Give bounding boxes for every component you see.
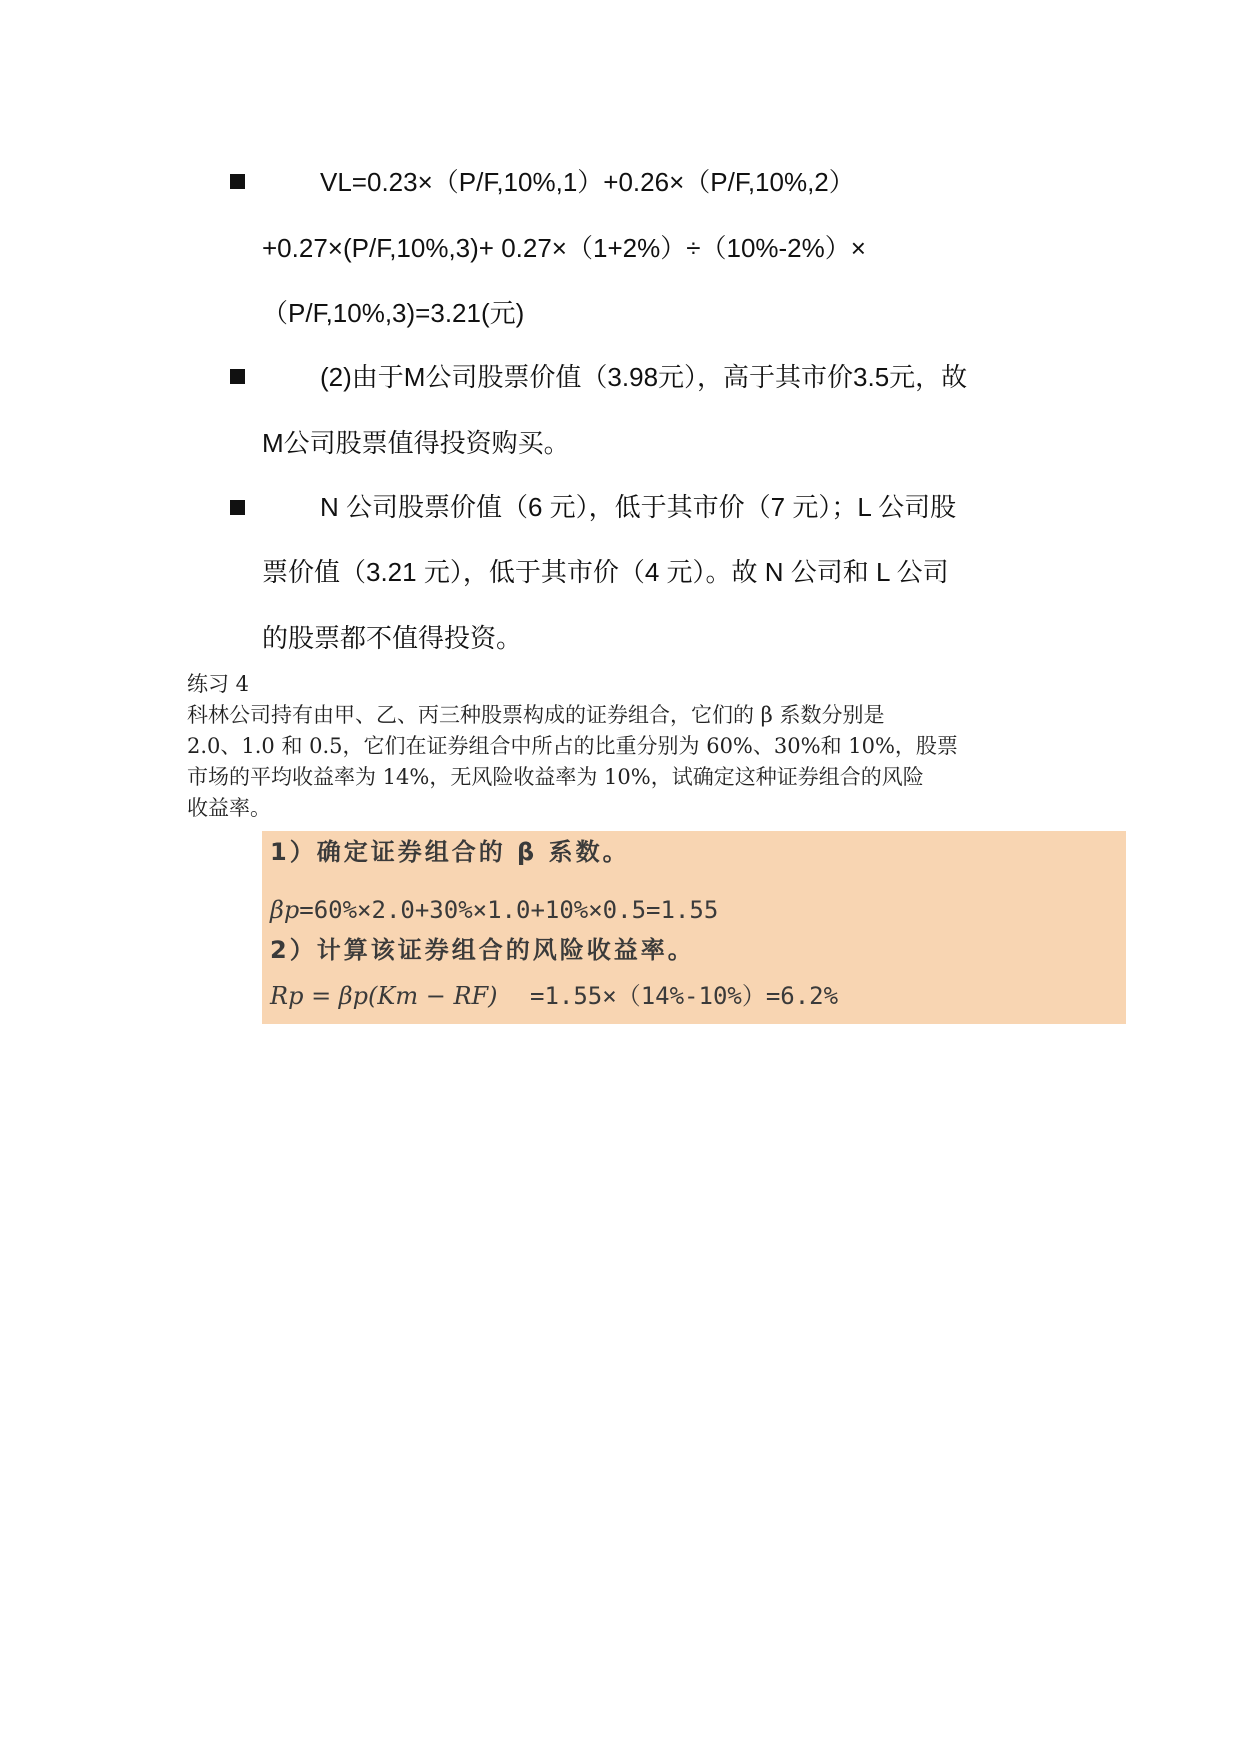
square-bullet-icon <box>230 369 245 384</box>
bullet-line: M公司股票值得投资购买。 <box>262 428 570 458</box>
bullet-line: +0.27×(P/F,10%,3)+ 0.27×（1+2%）÷（10%-2%）× <box>262 233 866 263</box>
bullet-line: 的股票都不值得投资。 <box>262 623 523 653</box>
beta-formula-value: =60%×2.0+30%×1.0+10%×0.5=1.55 <box>299 896 719 924</box>
exercise-text-line: 科林公司持有由甲、乙、丙三种股票构成的证券组合，它们的 β 系数分别是 <box>187 703 885 727</box>
exercise-text-line: 市场的平均收益率为 14%，无风险收益率为 10%，试确定这种证券组合的风险 <box>187 765 924 789</box>
solution-risk-formula <box>270 981 838 1011</box>
bullet-line: 票价值（3.21 元），低于其市价（4 元）。故 N 公司和 L 公司 <box>262 557 949 587</box>
exercise-text-line: 收益率。 <box>187 796 271 820</box>
solution-image <box>262 831 1126 1024</box>
solution-beta-formula <box>270 895 718 925</box>
square-bullet-icon <box>230 174 245 189</box>
solution-step1-title: 1）确定证券组合的 β 系数。 <box>270 838 630 866</box>
bullet-line: VL=0.23×（P/F,10%,1）+0.26×（P/F,10%,2） <box>320 167 855 197</box>
square-bullet-icon <box>230 500 245 515</box>
solution-step2-title: 2）计算该证券组合的风险收益率。 <box>270 936 695 964</box>
risk-formula-numeric: =1.55×（14%-10%）=6.2% <box>530 982 839 1010</box>
bullet-line: （P/F,10%,3)=3.21(元) <box>262 298 525 328</box>
exercise-text-line: 2.0、1.0 和 0.5，它们在证券组合中所占的比重分别为 60%、30%和 10%，股票 <box>187 734 958 758</box>
bullet-line: (2)由于M公司股票价值（3.98元），高于其市价3.5元，故 <box>320 362 968 392</box>
exercise-title: 练习 4 <box>187 672 250 696</box>
risk-formula-symbolic: Rp = βp(Km − RF) <box>270 982 498 1010</box>
bullet-line: N 公司股票价值（6 元），低于其市价（7 元）；L 公司股 <box>320 492 957 522</box>
beta-symbol: βp <box>270 896 300 924</box>
